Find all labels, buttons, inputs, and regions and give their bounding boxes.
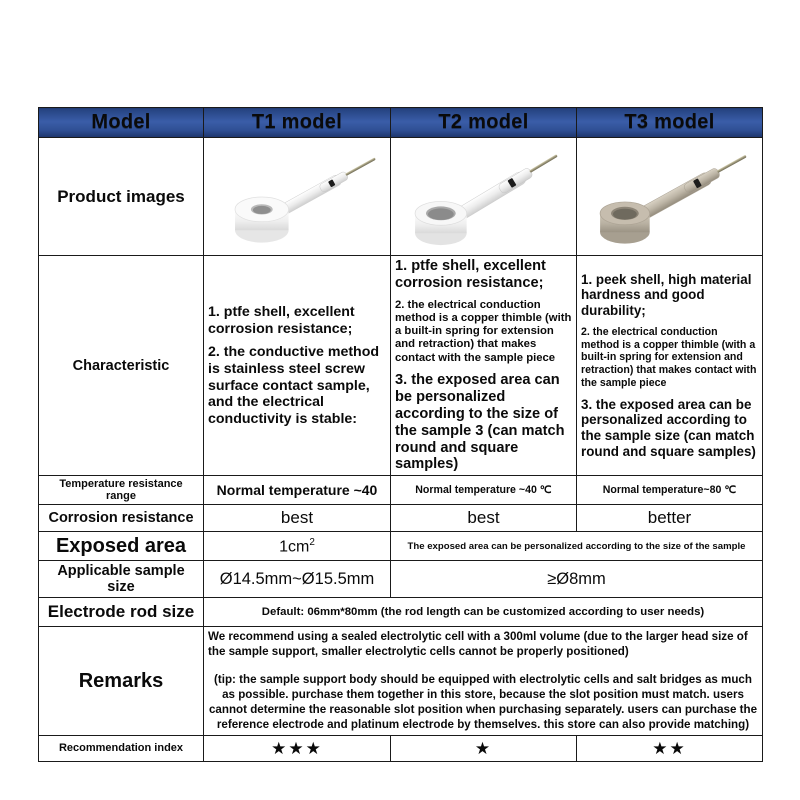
corrosion-resistance-t1: best (204, 505, 391, 532)
corrosion-resistance-t2: best (391, 505, 577, 532)
characteristic-t1-item-1: 1. ptfe shell, excellent corrosion resistance; (208, 304, 355, 337)
temperature-resistance-t1: Normal temperature ~40 (204, 476, 391, 505)
product-image-t3 (577, 138, 762, 255)
recommendation-index-t3-stars: ★★ (577, 735, 763, 761)
row-label-characteristic: Characteristic (39, 256, 204, 476)
product-image-t1 (204, 138, 390, 255)
table-row-characteristic (39, 256, 763, 476)
characteristic-t1-item-2: 2. the conductive method is stainless steel screw surface contact sample, and the electrical conductivity is stable: (208, 344, 380, 427)
exposed-area-t1 (204, 532, 391, 561)
remarks-paragraph-2: (tip: the sample support body should be equipped with electrolytic cells and salt bridges as much as possible. purchase them together in this store, because the slot position must match. users cannot determine the reasonable slot position when purchasing separately. users can purchase the reference electrode and platinum electrode by themselves. this store can also provide matching) (208, 672, 758, 732)
table-row-applicable-sample-size (39, 561, 763, 598)
column-header-t1: T1 model (204, 108, 391, 138)
row-label-corrosion-resistance: Corrosion resistance (39, 505, 204, 532)
table-row-remarks (39, 627, 763, 735)
product-image-t2 (391, 138, 576, 255)
product-image-t3-cell (577, 138, 763, 256)
row-label-temperature-resistance: Temperature resistance range (39, 476, 204, 505)
product-image-t1-cell (204, 138, 391, 256)
column-header-model: Model (39, 108, 204, 138)
table-row-electrode-rod-size (39, 598, 763, 627)
characteristic-t3-item-1: 1. peek shell, high material hardness and good durability; (581, 271, 752, 319)
column-header-t3: T3 model (577, 108, 763, 138)
table-row-exposed-area (39, 532, 763, 561)
characteristic-t3-item-3: 3. the exposed area can be personalized according to the sample size (can match round and square samples) (581, 396, 756, 459)
characteristic-t2-item-2: 2. the electrical conduction method is a copper thimble (with a built-in spring for extension and retraction) that makes contact with the sample piece (395, 298, 572, 364)
characteristic-t2-item-3: 3. the exposed area can be personalized according to the size of the sample 3 (can match round and square samples) (395, 371, 565, 473)
exposed-area-t2-t3-merged: The exposed area can be personalized according to the size of the sample (391, 532, 763, 561)
recommendation-index-t1-stars: ★★★ (204, 735, 391, 761)
remarks-content (204, 627, 763, 735)
characteristic-t3-item-2: 2. the electrical conduction method is a copper thimble (with a built-in spring for extension and retraction) that makes contact with the sample piece (581, 326, 757, 389)
characteristic-t1-cell (204, 256, 391, 476)
row-label-exposed-area: Exposed area (39, 532, 204, 561)
exposed-area-t1-exponent: 2 (309, 536, 315, 548)
corrosion-resistance-t3: better (577, 505, 763, 532)
row-label-recommendation-index: Recommendation index (39, 735, 204, 761)
table-row-corrosion-resistance (39, 505, 763, 532)
applicable-sample-size-t1: Ø14.5mm~Ø15.5mm (204, 561, 391, 598)
specification-table-container (38, 107, 762, 762)
column-header-t2: T2 model (391, 108, 577, 138)
product-comparison-table (38, 107, 763, 762)
row-label-remarks: Remarks (39, 627, 204, 735)
remarks-paragraph-1: We recommend using a sealed electrolytic cell with a 300ml volume (due to the larger head size of the sample support, smaller electrolytic cells cannot be properly positioned) (208, 630, 748, 659)
row-label-electrode-rod-size: Electrode rod size (39, 598, 204, 627)
exposed-area-t1-value: 1cm (279, 538, 310, 556)
table-row-recommendation-index (39, 735, 763, 761)
row-label-applicable-sample-size: Applicable sample size (39, 561, 204, 598)
characteristic-t3-cell (577, 256, 763, 476)
temperature-resistance-t3: Normal temperature~80 ℃ (577, 476, 763, 505)
product-image-t2-cell (391, 138, 577, 256)
table-row-temperature-resistance (39, 476, 763, 505)
temperature-resistance-t2: Normal temperature ~40 ℃ (391, 476, 577, 505)
characteristic-t2-item-1: 1. ptfe shell, excellent corrosion resistance; (395, 258, 546, 291)
electrode-rod-size-merged: Default: 06mm*80mm (the rod length can be customized according to user needs) (204, 598, 763, 627)
table-header-row (39, 108, 763, 138)
applicable-sample-size-t2-t3-merged: ≥Ø8mm (391, 561, 763, 598)
row-label-product-images: Product images (39, 138, 204, 256)
characteristic-t2-cell (391, 256, 577, 476)
recommendation-index-t2-stars: ★ (391, 735, 577, 761)
table-row-product-images (39, 138, 763, 256)
